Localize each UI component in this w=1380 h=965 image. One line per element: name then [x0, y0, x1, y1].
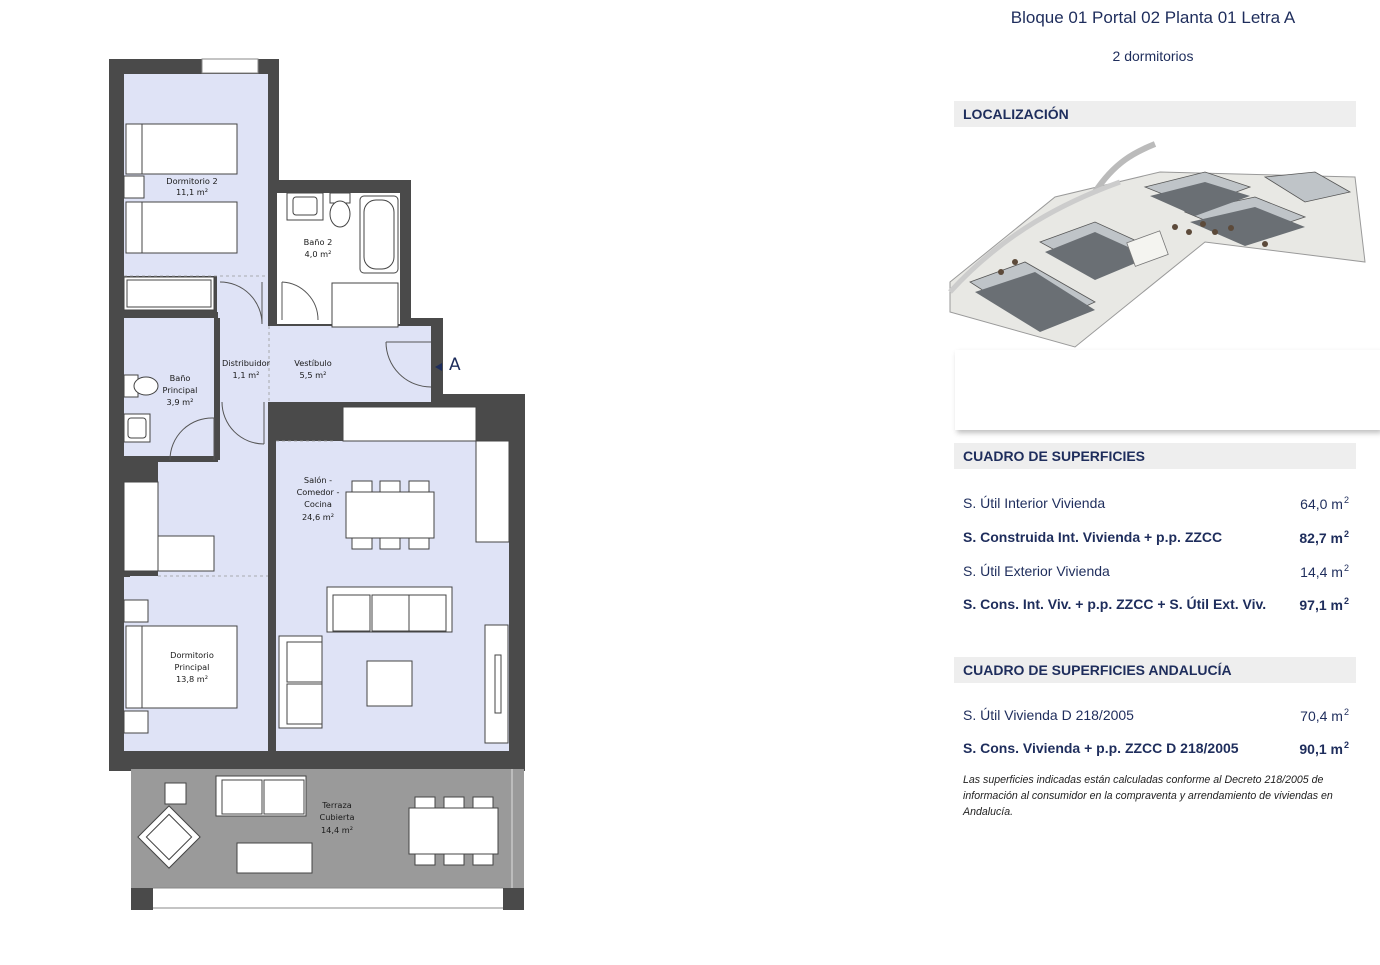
superficie-label: S. Útil Interior Vivienda — [963, 495, 1106, 511]
label-terraza-area: 14,4 m² — [320, 825, 354, 835]
label-salon-line3: Cocina — [304, 499, 332, 509]
unit-superscript: 2 — [1343, 596, 1349, 606]
page-subtitle: 2 dormitorios — [1112, 48, 1194, 64]
superficie-label: S. Cons. Int. Viv. + p.p. ZZCC + S. Útil Ext. Viv. — [963, 596, 1267, 612]
label-vestibulo-name: Vestíbulo — [294, 358, 332, 368]
section-superficies-heading: CUADRO DE SUPERFICIES — [954, 443, 1356, 469]
page-title: Bloque 01 Portal 02 Planta 01 Letra A — [1010, 8, 1296, 27]
section-localizacion-heading: LOCALIZACIÓN — [954, 101, 1356, 127]
label-salon-line2: Comedor - — [296, 487, 340, 497]
andalucia-label: S. Útil Vivienda D 218/2005 — [963, 707, 1134, 723]
label-dormitorio2-name: Dormitorio 2 — [166, 176, 218, 186]
label-bano-principal-area: 3,9 m² — [166, 397, 194, 407]
label-bano2-area: 4,0 m² — [304, 249, 332, 259]
andalucia-label: S. Cons. Vivienda + p.p. ZZCC D 218/2005 — [963, 740, 1239, 756]
window-dormitorio2 — [202, 59, 258, 73]
unit-superscript: 2 — [1343, 707, 1349, 717]
label-bano-principal-name1: Baño — [169, 373, 191, 383]
terraza-column — [131, 888, 153, 910]
floor-plan — [0, 0, 560, 965]
location-caption-box — [955, 350, 1380, 430]
unit-superscript: 2 — [1343, 495, 1349, 505]
label-distribuidor-area: 1,1 m² — [232, 370, 260, 380]
section-andalucia-heading: CUADRO DE SUPERFICIES ANDALUCÍA — [954, 657, 1356, 683]
superficie-value: 97,1 $m^2$ — [1299, 596, 1349, 613]
label-bano2-name: Baño 2 — [303, 237, 333, 247]
entry-label: A — [449, 355, 461, 375]
location-map — [945, 132, 1370, 350]
label-dormitorio2-area: 11,1 m² — [175, 187, 209, 197]
terraza-column — [503, 888, 524, 910]
andalucia-value: 70,4 $m^2$ — [1300, 707, 1349, 724]
label-bano-principal-name2: Principal — [162, 385, 198, 395]
label-dormitorio-principal-area: 13,8 m² — [175, 674, 209, 684]
unit-superscript: 2 — [1343, 529, 1349, 539]
label-dormitorio-principal-name2: Principal — [174, 662, 210, 672]
superficie-value: 14,4 $m^2$ — [1300, 563, 1349, 580]
label-dormitorio-principal-name1: Dormitorio — [170, 650, 214, 660]
andalucia-value: 90,1 $m^2$ — [1299, 740, 1349, 757]
label-vestibulo-area: 5,5 m² — [299, 370, 327, 380]
unit-superscript: 2 — [1343, 740, 1349, 750]
superficie-label: S. Construida Int. Vivienda + p.p. ZZCC — [963, 529, 1223, 545]
label-distribuidor-name: Distribuidor — [222, 358, 270, 368]
location-map-drawing — [945, 132, 1370, 350]
label-terraza-name1: Terraza — [322, 800, 352, 810]
unit-superscript: 2 — [1343, 563, 1349, 573]
label-salon-area: 24,6 m² — [301, 512, 335, 522]
label-salon-line1: Salón - — [303, 475, 333, 485]
superficie-value: 82,7 $m^2$ — [1299, 529, 1349, 546]
floor-plan-drawing — [0, 0, 560, 965]
label-terraza-name2: Cubierta — [319, 812, 355, 822]
legal-note: Las superficies indicadas están calculadas conforme al Decreto 218/2005 de información al consumidor en la compraventa y arrendamiento de viviendas en Andalucía. — [963, 774, 1333, 818]
superficie-label: S. Útil Exterior Vivienda — [963, 563, 1110, 579]
superficie-value: 64,0 $m^2$ — [1300, 495, 1349, 512]
